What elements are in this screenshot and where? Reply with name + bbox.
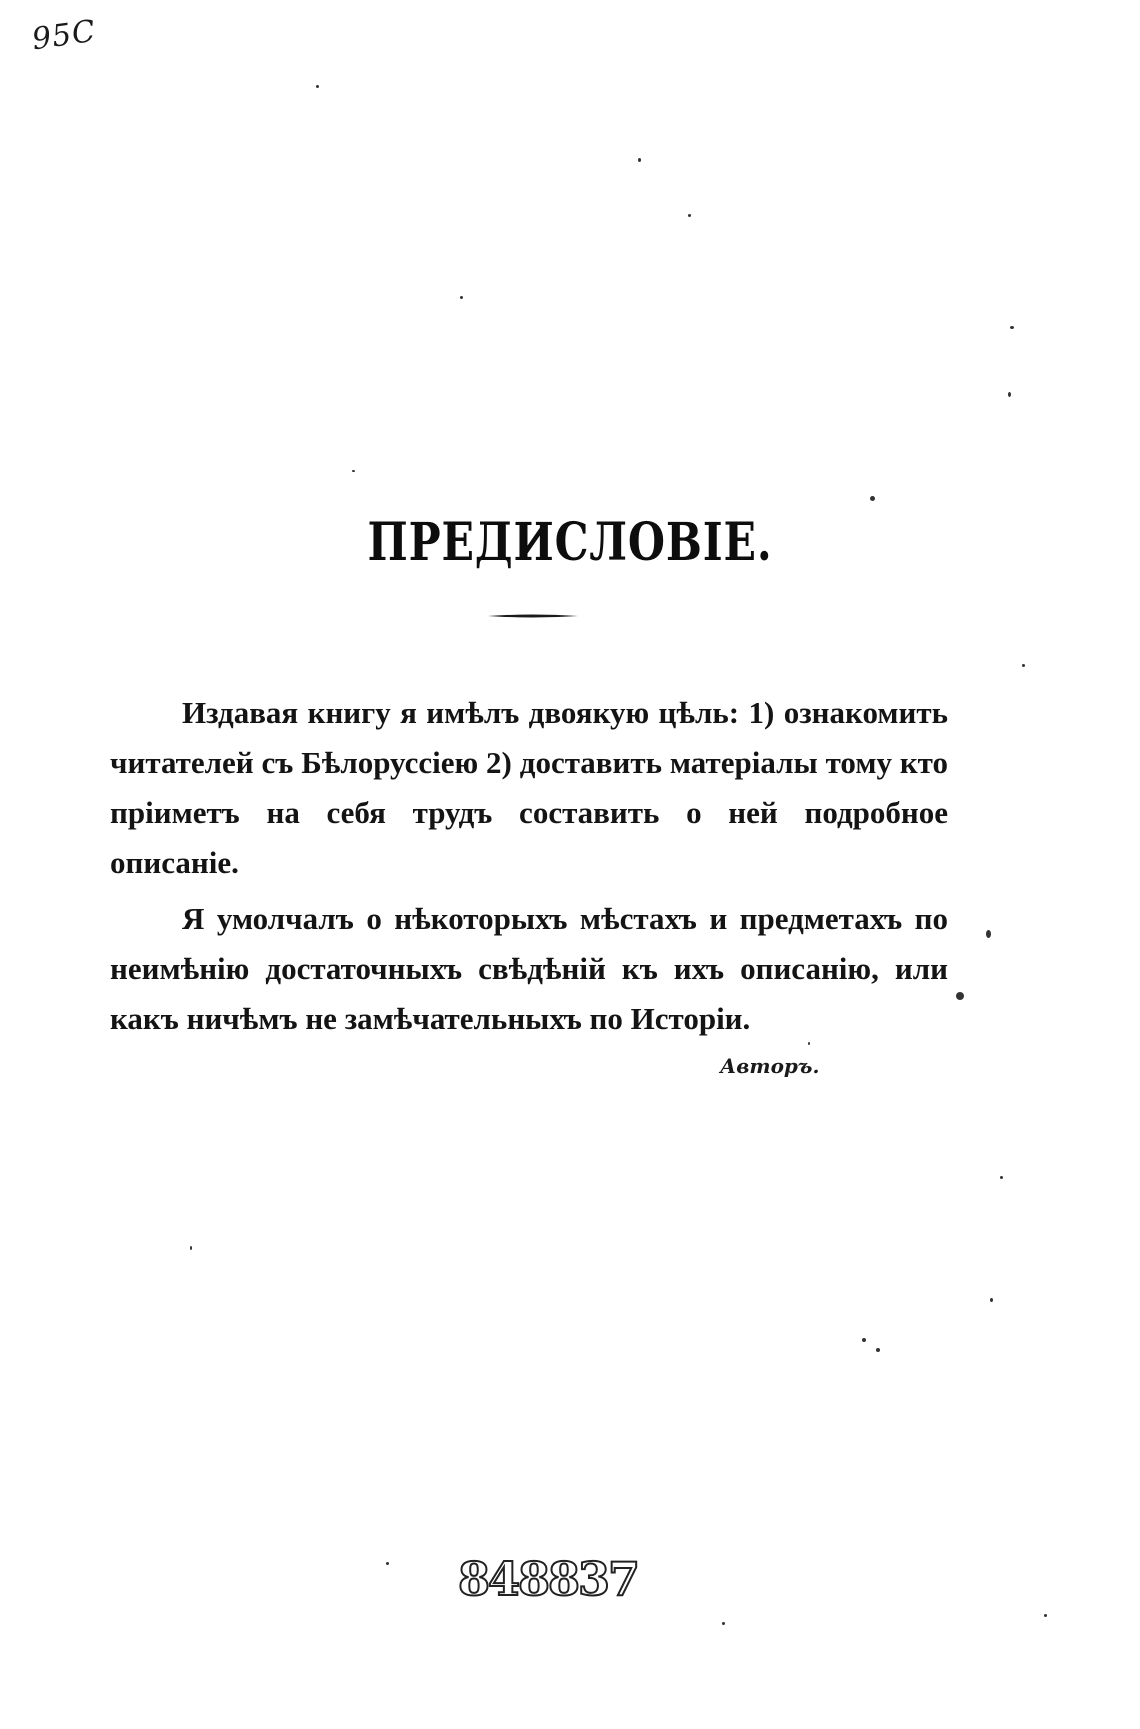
scan-speck [688,214,691,217]
scan-speck [808,1042,810,1045]
scan-speck [316,85,319,88]
scan-speck [870,496,875,501]
scan-speck [352,470,355,472]
scan-speck [722,1622,725,1625]
scan-speck [1010,326,1014,329]
scan-speck [1008,392,1011,397]
handwritten-margin-note: 95С [29,13,99,58]
author-signature: Авторъ. [720,1054,820,1078]
preface-body [110,688,948,1050]
scan-speck [862,1338,866,1342]
scan-speck [990,1298,993,1302]
scan-speck [1044,1614,1047,1617]
preface-paragraph-1: Издавая книгу я имѣлъ двоякую цѣль: 1) ознакомить читателей съ Бѣлоруссіею 2) доставить матеріалы тому кто пріиметъ на себя трудъ составить о ней подробное описаніе. [110,695,948,880]
scan-speck [956,992,964,1000]
scan-speck [876,1348,880,1352]
scan-speck [1022,664,1025,667]
scan-speck [1000,1176,1003,1179]
page-title: ПРЕДИСЛОВІЕ. [367,512,773,573]
scan-speck [190,1246,192,1250]
preface-paragraph-2: Я умолчалъ о нѣкоторыхъ мѣстахъ и предметахъ по неимѣнію достаточныхъ свѣдѣній къ ихъ описанію, или какъ ничѣмъ не замѣчательныхъ по Исторіи. [110,901,948,1036]
scan-speck [986,930,991,938]
scan-speck [386,1562,389,1565]
scan-speck [460,296,463,299]
scan-speck [638,158,641,162]
library-stamp-number: 848837 [458,1552,639,1606]
title-ornament-rule [488,614,578,618]
